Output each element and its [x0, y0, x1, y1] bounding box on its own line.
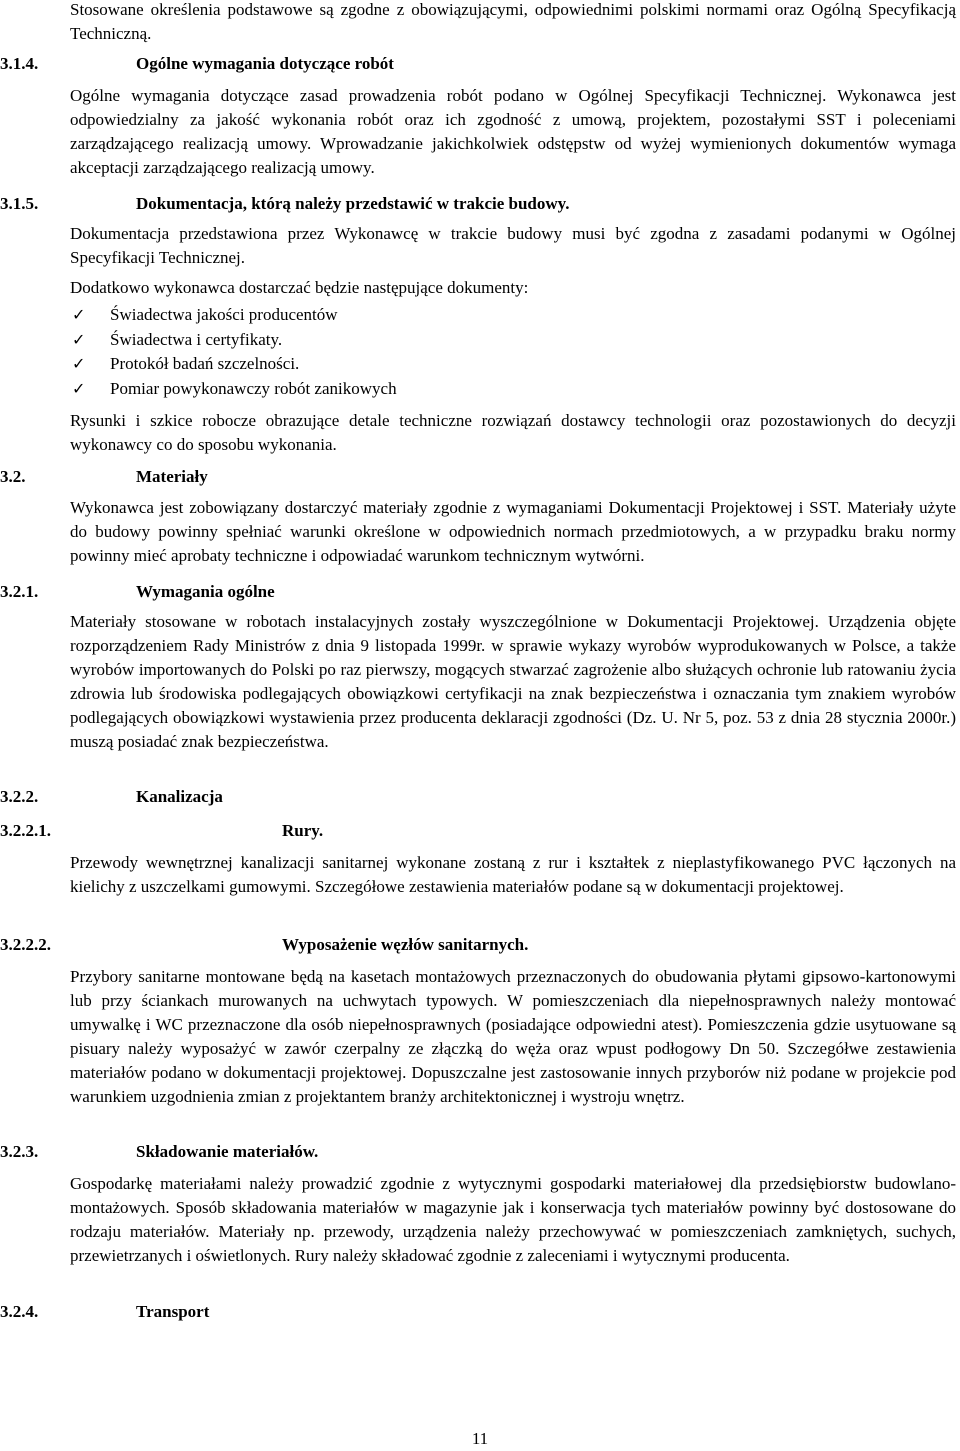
list-item: ✓ Pomiar powykonawczy robót zanikowych: [70, 377, 397, 402]
section-number: 3.2.2.2.: [0, 935, 51, 954]
checkmark-icon: ✓: [72, 354, 86, 373]
section-title: Składowanie materiałów.: [136, 1142, 319, 1161]
section-heading-3-2-2-2: [0, 933, 960, 957]
paragraph-storage: Gospodarkę materiałami należy prowadzić zgodnie z wytycznymi gospodarki materiałowej dla przedsiębiorstw budowlano-montażowych. Sposób składowania materiałów w magazynie jak i konserwacja tych materiałów powinny być dostosowane do rodzaju materiałów. Materiały np. przewody, urządzenia należy przechowywać w pomieszczeniach zamkniętych, suchych, przewietrzanych i oświetlonych. Rury należy składować zgodnie z zaleceniami i wytycznymi producenta.: [70, 1174, 956, 1265]
list-item: ✓ Świadectwa i certyfikaty.: [70, 328, 397, 353]
paragraph-pipes: Przewody wewnętrznej kanalizacji sanitarnej wykonane zostaną z rur i kształtek z nieplastyfikowanego PVC łączonych na kielichy z uszczelkami gumowymi. Szczegółowe zestawienia materiałów podane są w dokumentacji projektowej.: [70, 853, 956, 896]
checkmark-icon: ✓: [72, 305, 86, 324]
list-item: ✓ Świadectwa jakości producentów: [70, 303, 397, 328]
page-number: 11: [471, 1429, 489, 1448]
checkmark-icon: ✓: [72, 329, 86, 349]
section-number: 3.2.1.: [0, 582, 39, 601]
section-heading-3-2: [0, 465, 960, 489]
section-title: Wyposażenie węzłów sanitarnych.: [282, 935, 529, 954]
paragraph-materials: Wykonawca jest zobowiązany dostarczyć materiały zgodnie z wymaganiami Dokumentacji Projektowej i SST. Materiały użyte do budowy powinny spełniać warunki określone w odpowiednich normach przedmiotowych, a w przypadku braku normy powinny mieć aprobaty techniczne i odpowiadać warunkom technicznym wytwórni.: [70, 498, 956, 565]
paragraph-additional-documents: Dodatkowo wykonawca dostarczać będzie następujące dokumenty:: [70, 278, 529, 297]
section-title: Wymagania ogólne: [136, 582, 275, 601]
section-number: 3.2.2.: [0, 787, 39, 806]
paragraph-drawings: Rysunki i szkice robocze obrazujące detale techniczne rozwiązań dostawcy technologii oraz pozostawionych do decyzji wykonawcy co do sposobu wykonania.: [70, 411, 956, 454]
section-title: Kanalizacja: [136, 787, 223, 806]
section-heading-3-1-4: [0, 52, 960, 76]
section-heading-3-2-1: [0, 580, 960, 604]
checkmark-icon: ✓: [72, 378, 86, 398]
paragraph-general-material-requirements: Materiały stosowane w robotach instalacyjnych zostały wyszczególnione w Dokumentacji Projektowej. Urządzenia objęte rozporządzeniem Rady Ministrów z dnia 9 listopada 1999r. w sprawie wykazy wyrobów wyprodukowanych w Polsce, a także wyrobów importowanych do Polski po raz pierwszy, mogących stwarzać zagrożenie albo służących ochronie lub ratowaniu życia zdrowia lub środowiska podlegających obowiązkowi certyfikacji na znak bezpieczeństwa i oznaczania tym znakiem wyrobów podlegających obowiązkowi wystawienia przez producenta deklaracji zgodności (Dz. U. Nr 5, poz. 53 z dnia 28 stycznia 2000r.) muszą posiadać znak bezpieczeństwa.: [70, 612, 956, 751]
section-heading-3-1-5: [0, 192, 960, 216]
section-title: Rury.: [282, 821, 324, 840]
intro-paragraph: Stosowane określenia podstawowe są zgodne z obowiązującymi, odpowiednimi polskimi normami oraz Ogólną Specyfikacją Techniczną.: [70, 0, 956, 43]
section-title: Ogólne wymagania dotyczące robót: [136, 54, 394, 73]
documents-checklist: [70, 303, 397, 401]
section-title: Dokumentacja, którą należy przedstawić w trakcie budowy.: [136, 194, 570, 213]
section-heading-3-2-2: [0, 785, 960, 809]
section-number: 3.1.5.: [0, 194, 39, 213]
section-number: 3.2.2.1.: [0, 821, 51, 840]
list-item: ✓ Protokół badań szczelności.: [70, 352, 397, 377]
section-heading-3-2-3: [0, 1140, 960, 1164]
section-number: 3.2.: [0, 467, 26, 486]
section-number: 3.1.4.: [0, 54, 39, 73]
section-number: 3.2.4.: [0, 1302, 39, 1321]
paragraph-sanitary-fixtures: Przybory sanitarne montowane będą na kasetach montażowych przeznaczonych do obudowania płytami gipsowo-kartonowymi lub przy ściankach murowanych na uchwytach typowych. W pomieszczeniach dla niepełnosprawnych należy montować umywalkę i WC przeznaczone dla osób niepełnosprawnych (posiadające odpowiedni atest). Pomieszczenia gdzie usytuowane są pisuary należy wyposażyć w zawór czerpalny ze złączką do węża oraz wpust podłogowy Dn 50. Szczegółwe zestawienia materiałów podano w dokumentacji projektowej. Dopuszczalne jest zastosowanie innych przyborów niż podane w projekcie pod warunkiem uzgodnienia zmian z projektantem branży architektonicznej i wystroju wnętrz.: [70, 967, 956, 1106]
paragraph-general-requirements: Ogólne wymagania dotyczące zasad prowadzenia robót podano w Ogólnej Specyfikacji Technicznej. Wykonawca jest odpowiedzialny za jakość wykonania robót oraz ich zgodność z umową, projektem, pozostałymi SST i poleceniami zarządzającego realizacją umowy. Wprowadzanie jakichkolwiek odstępstw od wyżej wymienionych dokumentów wymaga akceptacji zarządzającego realizacją umowy.: [70, 86, 956, 177]
paragraph-documentation: Dokumentacja przedstawiona przez Wykonawcę w trakcie budowy musi być zgodna z zasadami podanymi w Ogólnej Specyfikacji Technicznej.: [70, 224, 956, 267]
section-number: 3.2.3.: [0, 1142, 39, 1161]
section-heading-3-2-2-1: [0, 819, 960, 843]
section-title: Materiały: [136, 467, 208, 486]
section-heading-3-2-4: [0, 1300, 960, 1324]
section-title: Transport: [136, 1302, 210, 1321]
